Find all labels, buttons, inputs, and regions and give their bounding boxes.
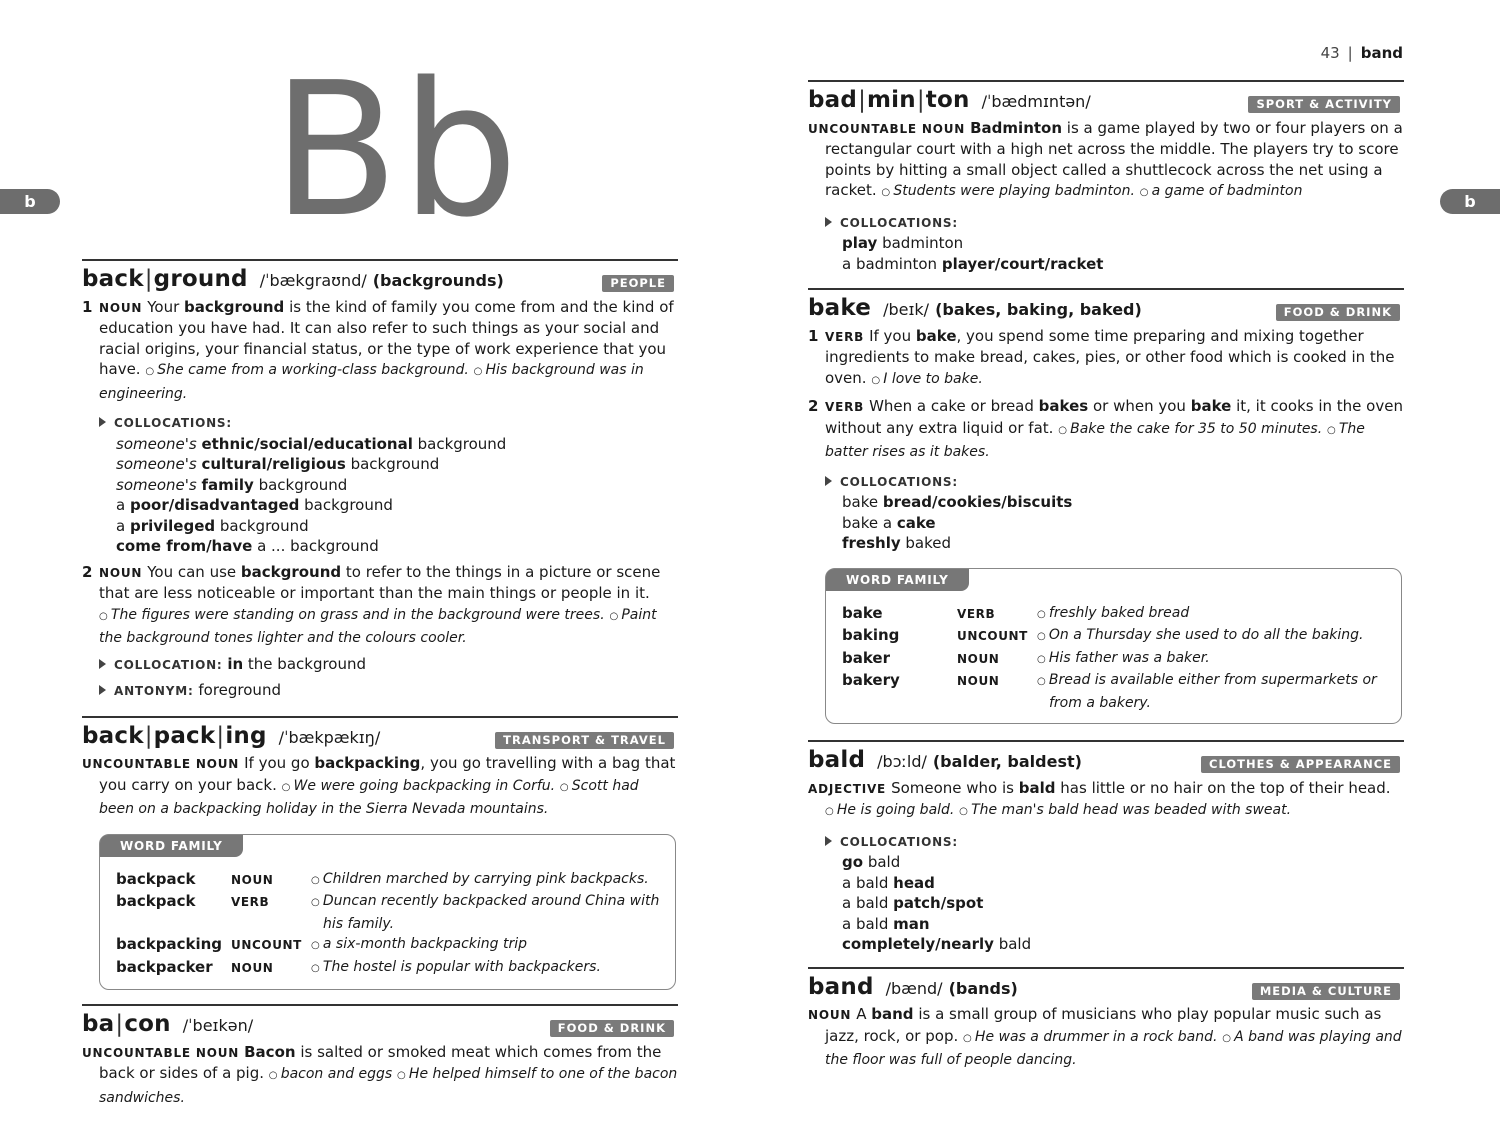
collocation-item: come from/have a ... background bbox=[116, 537, 379, 555]
headword: bake bbox=[808, 295, 872, 321]
section-letter: Bb bbox=[272, 42, 521, 258]
collocation-item: a bald man bbox=[842, 914, 930, 933]
topic-badge: MEDIA & CULTURE bbox=[1252, 983, 1400, 1000]
topic-badge: TRANSPORT & TRAVEL bbox=[495, 732, 674, 749]
pronunciation: /ˈbædmɪntən/ bbox=[981, 92, 1091, 111]
collocation-item: someone's cultural/religious background bbox=[116, 455, 440, 473]
entry-band bbox=[808, 967, 1404, 1071]
sense-2: 2 NOUN You can use background to refer to the things in a picture or scene that are less noticeable or important than the main things or people in it. ○ The figures were standing on grass and in the background were trees. ○ Paint the background tones lighter and the colours cooler. bbox=[82, 562, 678, 649]
sense-1: 1 NOUN Your background is the kind of family you come from and the kind of education you have had. It can also refer to such things as your social and racial origins, your financial status, or the type of work experience that you have. ○ She came from a working-class background. ○ His background was in engineering. bbox=[82, 297, 678, 405]
inflections: (bands) bbox=[948, 978, 1018, 998]
example: ○ bacon and eggs bbox=[269, 1066, 392, 1082]
collocation-item: freshly baked bbox=[842, 534, 952, 552]
example: ○ Students were playing badminton. bbox=[881, 183, 1135, 199]
right-column bbox=[808, 80, 1404, 1081]
example: ○ He helped himself to one of the bacon sandwiches. bbox=[99, 1066, 677, 1106]
section-tab-left: b bbox=[0, 189, 60, 214]
example: ○ a game of badminton bbox=[1140, 183, 1303, 199]
triangle-icon bbox=[99, 685, 106, 695]
collocation-line: COLLOCATION: in the background bbox=[99, 654, 678, 676]
example: ○ Bake the cake for 35 to 50 minutes. bbox=[1058, 421, 1322, 437]
triangle-icon bbox=[825, 476, 832, 486]
word-family-row: bakery NOUN ○ Bread is available either from supermarkets or from a bakery. bbox=[842, 670, 1389, 713]
triangle-icon bbox=[99, 659, 106, 669]
word-family-row: baker NOUN ○ His father was a baker. bbox=[842, 648, 1389, 671]
collocation-item: a bald patch/spot bbox=[842, 894, 984, 912]
collocation-item: bake a cake bbox=[842, 513, 936, 532]
collocation-item: someone's ethnic/social/educational background bbox=[116, 434, 507, 453]
collocation-item: a bald head bbox=[842, 873, 935, 892]
topic-badge: CLOTHES & APPEARANCE bbox=[1201, 756, 1400, 773]
example: ○ Paint the background tones lighter and the colours cooler. bbox=[99, 607, 657, 647]
topic-badge: FOOD & DRINK bbox=[550, 1020, 674, 1037]
entry-badminton bbox=[808, 80, 1404, 274]
headword: ba|con bbox=[82, 1011, 171, 1037]
example: ○ Scott had been on a backpacking holiday in the Sierra Nevada mountains. bbox=[99, 778, 639, 818]
collocations-box: COLLOCATIONS: go bald a bald head a bald patch/spot a bald man completely/nearly bald bbox=[825, 831, 1404, 955]
example: ○ We were going backpacking in Corfu. bbox=[282, 778, 555, 794]
collocations-box: COLLOCATIONS: someone's ethnic/social/educational background someone's cultural/religious background someone's family background a poor/disadvantaged background a privileged background come from/have a ... background bbox=[99, 412, 678, 557]
definition: NOUN A band is a small group of musicians who play popular music such as jazz, rock, or pop. ○ He was a drummer in a rock band. ○ A band was playing and the floor was full of people dancing. bbox=[808, 1004, 1404, 1071]
left-column bbox=[82, 259, 678, 1118]
definition: ADJECTIVE Someone who is bald has little or no hair on the top of their head. ○ He is going bald. ○ The man's bald head was beaded with sweat. bbox=[808, 778, 1404, 823]
example: ○ The batter rises as it bakes. bbox=[825, 421, 1365, 461]
collocations-box: COLLOCATIONS: bake bread/cookies/biscuits bake a cake freshly baked bbox=[825, 471, 1404, 554]
entry-backpacking bbox=[82, 716, 678, 991]
headword: bald bbox=[808, 747, 866, 773]
page-number: 43 bbox=[1320, 44, 1340, 62]
word-family-row: backpacking UNCOUNT ○ a six-month backpacking trip bbox=[116, 934, 663, 957]
definition: UNCOUNTABLE NOUN If you go backpacking, you go travelling with a bag that you carry on your back. ○ We were going backpacking in Corfu. ○ Scott had been on a backpacking holiday in the Sierra Nevada mountains. bbox=[82, 753, 678, 820]
inflections: (backgrounds) bbox=[372, 271, 504, 290]
guide-word: band bbox=[1360, 44, 1403, 62]
triangle-icon bbox=[99, 417, 106, 427]
collocation-item: a badminton player/court/racket bbox=[842, 254, 1104, 273]
example: ○ He is going bald. bbox=[825, 802, 954, 818]
collocation-item: completely/nearly bald bbox=[842, 935, 1032, 953]
sense-1: 1 VERB If you bake, you spend some time preparing and mixing together ingredients to make bread, cakes, pies, or other food which is cooked in the oven. ○ I love to bake. bbox=[808, 326, 1404, 392]
collocations-box: COLLOCATIONS: play badminton a badminton player/court/racket bbox=[825, 212, 1404, 275]
example: ○ She came from a working-class background. bbox=[145, 362, 468, 378]
pronunciation: /bænd/ bbox=[885, 978, 943, 998]
pronunciation: /bɔːld/ bbox=[877, 752, 927, 771]
headword: band bbox=[808, 973, 874, 1000]
example: ○ He was a drummer in a rock band. bbox=[963, 1029, 1217, 1045]
pronunciation: /ˈbeɪkən/ bbox=[182, 1016, 254, 1035]
example: ○ A band was playing and the floor was full of people dancing. bbox=[825, 1029, 1402, 1069]
topic-badge: SPORT & ACTIVITY bbox=[1248, 96, 1400, 113]
word-family-box bbox=[99, 834, 676, 991]
example: ○ The man's bald head was beaded with sweat. bbox=[959, 802, 1291, 818]
word-family-box bbox=[825, 568, 1402, 725]
headword: back|pack|ing bbox=[82, 722, 267, 749]
header-separator: | bbox=[1347, 44, 1353, 62]
entry-bacon bbox=[82, 1004, 678, 1108]
word-family-row: backpack VERB ○ Duncan recently backpacked around China with his family. bbox=[116, 891, 663, 934]
definition: UNCOUNTABLE NOUN Badminton is a game played by two or four players on a rectangular court with a high net across the middle. The players try to score points by hitting a small object called a shuttlecock across the net using a racket. ○ Students were playing badminton. ○ a game of badminton bbox=[808, 118, 1404, 204]
word-family-label: WORD FAMILY bbox=[100, 835, 243, 857]
section-tab-right: b bbox=[1440, 189, 1500, 214]
inflections: (bakes, baking, baked) bbox=[935, 300, 1142, 319]
example: ○ I love to bake. bbox=[871, 371, 982, 387]
collocation-item: play badminton bbox=[842, 234, 964, 252]
topic-badge: FOOD & DRINK bbox=[1276, 304, 1400, 321]
antonym-line: ANTONYM: foreground bbox=[99, 680, 678, 702]
word-family-row: backpacker NOUN ○ The hostel is popular with backpackers. bbox=[116, 957, 663, 980]
triangle-icon bbox=[825, 217, 832, 227]
collocation-item: a poor/disadvantaged background bbox=[116, 496, 393, 514]
example: ○ His background was in engineering. bbox=[99, 362, 644, 402]
page-header bbox=[1321, 44, 1403, 62]
word-family-row: bake VERB ○ freshly baked bread bbox=[842, 603, 1389, 626]
inflections: (balder, baldest) bbox=[932, 752, 1082, 771]
pronunciation: /ˈbækgraʊnd/ bbox=[259, 271, 367, 290]
pronunciation: /beɪk/ bbox=[883, 300, 930, 319]
collocation-item: bake bread/cookies/biscuits bbox=[842, 493, 1073, 511]
collocation-item: go bald bbox=[842, 853, 901, 871]
word-family-row: backpack NOUN ○ Children marched by carrying pink backpacks. bbox=[116, 869, 663, 892]
sense-2: 2 VERB When a cake or bread bakes or when you bake it, it cooks in the oven without any extra liquid or fat. ○ Bake the cake for 35 to 50 minutes. ○ The batter rises as it bakes. bbox=[808, 396, 1404, 463]
example: ○ The figures were standing on grass and in the background were trees. bbox=[99, 607, 605, 623]
entry-bake bbox=[808, 288, 1404, 724]
headword: bad|min|ton bbox=[808, 87, 970, 113]
collocation-item: someone's family background bbox=[116, 475, 348, 494]
pronunciation: /ˈbækpækɪŋ/ bbox=[278, 727, 381, 747]
word-family-row: baking UNCOUNT ○ On a Thursday she used to do all the baking. bbox=[842, 625, 1389, 648]
word-family-label: WORD FAMILY bbox=[826, 569, 969, 591]
collocation-item: a privileged background bbox=[116, 516, 309, 535]
entry-bald bbox=[808, 740, 1404, 955]
definition: UNCOUNTABLE NOUN Bacon is salted or smoked meat which comes from the back or sides of a pig. ○ bacon and eggs ○ He helped himself to one of the bacon sandwiches. bbox=[82, 1042, 678, 1109]
triangle-icon bbox=[825, 836, 832, 846]
topic-badge: PEOPLE bbox=[602, 275, 674, 292]
headword: back|ground bbox=[82, 266, 248, 292]
entry-background bbox=[82, 259, 678, 702]
